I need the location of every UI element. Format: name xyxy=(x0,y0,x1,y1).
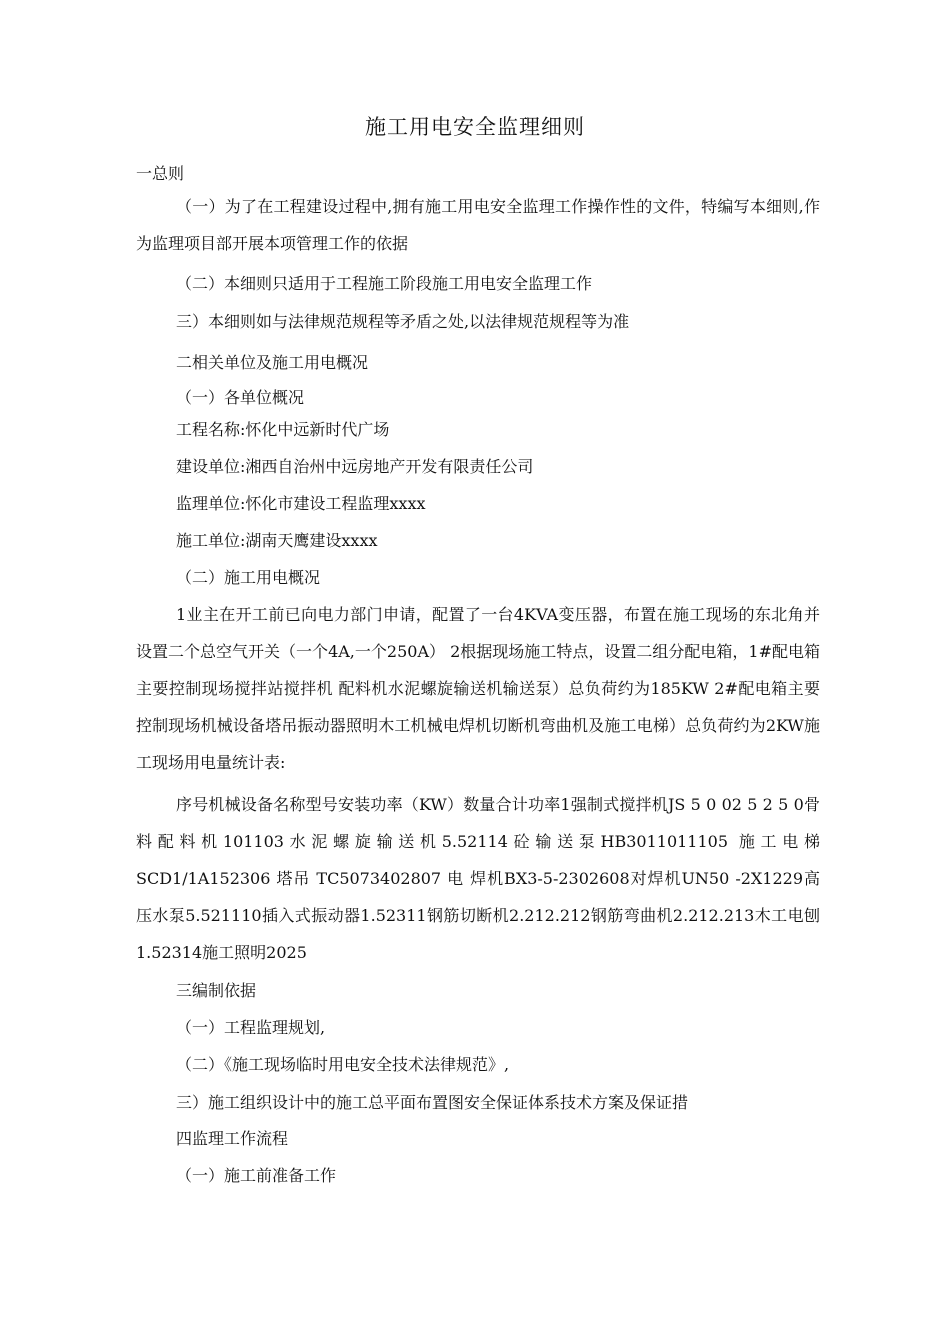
section-heading-units: 二相关单位及施工用电概况 xyxy=(176,353,369,372)
basis-item-design: 三）施工组织设计中的施工总平面布置图安全保证体系技术方案及保证措 xyxy=(176,1093,689,1112)
project-name: 工程名称:怀化中远新时代广场 xyxy=(176,420,390,439)
subheading-units-overview: （一）各单位概况 xyxy=(176,388,305,407)
section-heading-general: 一总则 xyxy=(136,164,185,183)
subheading-preparation: （一）施工前准备工作 xyxy=(176,1166,337,1185)
section-heading-basis: 三编制依据 xyxy=(176,981,257,1000)
paragraph-scope: （二）本细则只适用于工程施工阶段施工用电安全监理工作 xyxy=(176,274,593,293)
basis-item-standard: （二）《施工现场临时用电安全技术法律规范》, xyxy=(176,1055,510,1074)
section-heading-workflow: 四监理工作流程 xyxy=(176,1129,289,1148)
builder-unit: 建设单位:湘西自治州中远房地产开发有限责任公司 xyxy=(176,457,534,476)
contractor-unit: 施工单位:湖南天鹰建设xxxx xyxy=(176,531,378,550)
supervisor-unit: 监理单位:怀化市建设工程监理xxxx xyxy=(176,494,426,513)
paragraph-purpose: （一）为了在工程建设过程中,拥有施工用电安全监理工作操作性的文件，特编写本细则,作为监理项目部开展本项管理工作的依据 xyxy=(136,197,820,253)
paragraph-equipment-table: 序号机械设备名称型号安装功率（KW）数量合计功率1强制式搅拌机JS 5 0 02 5 2 5 0骨料配料机101103水泥螺旋输送机5.52114砼输送泵HB3011011105 施工电梯SCD1/1A152306 塔吊 TC5073402807 电 焊机BX3-5-2302608对焊机UN50 -2X1229高压水泵5.521110插入式振动器1.52311钢筋切断机2.212.212钢筋弯曲机2.212.213木工电刨1.52314施工照明2025 xyxy=(136,795,820,962)
subheading-power-overview: （二）施工用电概况 xyxy=(176,568,321,587)
document-title: 施工用电安全监理细则 xyxy=(365,115,585,139)
paragraph-power-overview: 1业主在开工前已向电力部门申请，配置了一台4KVA变压器，布置在施工现场的东北角并设置二个总空气开关（一个4A,一个250A） 2根据现场施工特点，设置二组分配电箱，1#配电箱主要控制现场搅拌站搅拌机 配料机水泥螺旋输送机输送泵）总负荷约为185KW 2#配电箱主要控制现场机械设备塔吊振动器照明木工机械电焊机切断机弯曲机及施工电梯）总负荷约为2KW施工现场用电量统计表: xyxy=(136,605,820,772)
paragraph-precedence: 三）本细则如与法律规范规程等矛盾之处,以法律规范规程等为准 xyxy=(176,312,630,331)
basis-item-plan: （一）工程监理规划, xyxy=(176,1018,326,1037)
